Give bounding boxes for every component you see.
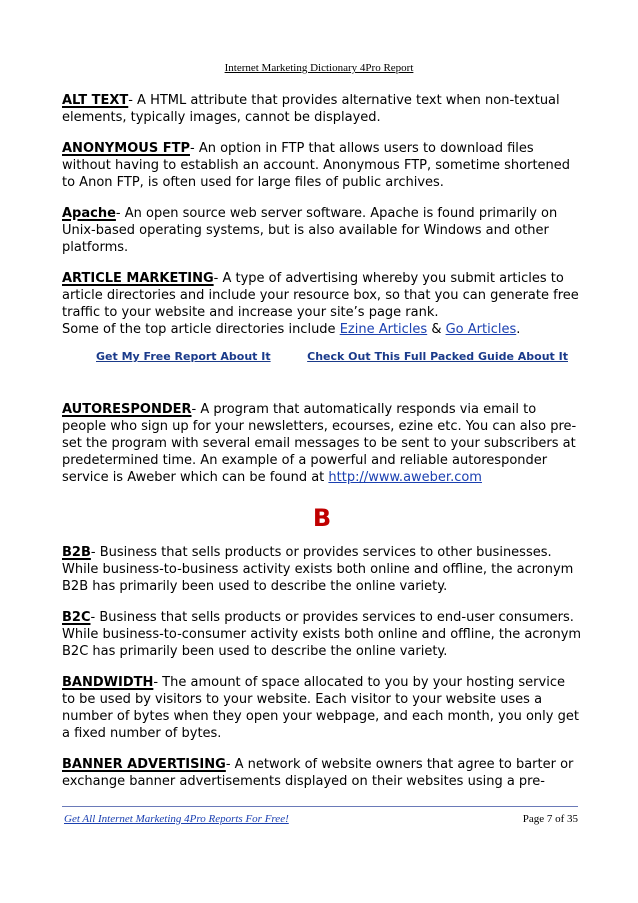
definition: - An option in FTP that allows users to download files without having to establish an account. Anonymous FTP, sometime shortened to Anon FTP, is often used for large files of public archives. [62, 141, 571, 190]
ezine-articles-link[interactable]: Ezine Articles [339, 322, 428, 337]
term: BANNER ADVERTISING [62, 757, 226, 772]
entry-alt-text [62, 92, 582, 126]
directories-text: Some of the top article directories include [62, 322, 340, 337]
term: ANONYMOUS FTP [62, 141, 190, 156]
section-letter-b: B [312, 504, 332, 532]
term: Apache [62, 206, 116, 221]
entry-banner-advertising [62, 756, 582, 790]
entry-bandwidth [62, 674, 582, 742]
entry-apache [62, 205, 582, 256]
definition: - Business that sells products or provides services to other businesses. While business-to-business activity exists both online and offline, the acronym B2B has primarily been used to describe the online variety. [62, 545, 574, 594]
term: ALT TEXT [62, 93, 129, 108]
definition: - The amount of space allocated to you by your hosting service to be used by visitors to your website. Each visitor to your website uses a number of bytes when they open your webpage, and each month, you only get a fixed number of bytes. [62, 675, 579, 741]
aweber-link[interactable]: http://www.aweber.com [328, 470, 482, 485]
entry-b2b [62, 544, 582, 595]
term: ARTICLE MARKETING [62, 271, 214, 286]
definition: - A network of website owners that agree to barter or exchange banner advertisements displayed on their websites using a pre- [62, 757, 574, 789]
definition: - Business that sells products or provides services to end-user consumers. While business-to-consumer activity exists both online and offline, the acronym B2C has primarily been used to describe the online variety. [62, 610, 582, 659]
definition: - A HTML attribute that provides alternative text when non-textual elements, typically images, cannot be displayed. [62, 93, 560, 125]
entry-b2c [62, 609, 582, 660]
entry-article-marketing [62, 270, 582, 338]
footer-free-reports-link[interactable]: Get All Internet Marketing 4Pro Reports For Free! [64, 813, 289, 825]
definition: - A program that automatically responds via email to people who sign up for your newsletters, ecourses, ezine etc. You can also pre-set the program with several email messages to be sent to your subscribers at predetermined time. An example of a powerful and reliable autoresponder service is Aweber which can be found at [62, 402, 577, 485]
entry-autoresponder [62, 401, 582, 486]
free-report-link[interactable]: Get My Free Report About It [96, 350, 271, 363]
term: B2C [62, 610, 91, 625]
term: AUTORESPONDER [62, 402, 192, 417]
period-text: . [516, 322, 521, 337]
footer-divider [62, 806, 578, 807]
full-guide-link[interactable]: Check Out This Full Packed Guide About It [307, 350, 568, 363]
page-header [0, 61, 638, 75]
entry-anonymous-ftp [62, 140, 582, 191]
term: B2B [62, 545, 91, 560]
term: BANDWIDTH [62, 675, 154, 690]
go-articles-link[interactable]: Go Articles [445, 322, 517, 337]
header-title: Internet Marketing Dictionary 4Pro Report [224, 62, 414, 74]
promo-links [62, 348, 582, 365]
definition: - An open source web server software. Apache is found primarily on Unix-based operating systems, but is also available for Windows and other platforms. [62, 206, 558, 255]
page-content [62, 92, 582, 790]
definition: - A type of advertising whereby you submit articles to article directories and include your resource box, so that you can generate free traffic to your website and increase your site’s page rank. [62, 271, 579, 320]
page-number: Page 7 of 35 [522, 813, 578, 825]
joiner-text: & [427, 322, 446, 337]
